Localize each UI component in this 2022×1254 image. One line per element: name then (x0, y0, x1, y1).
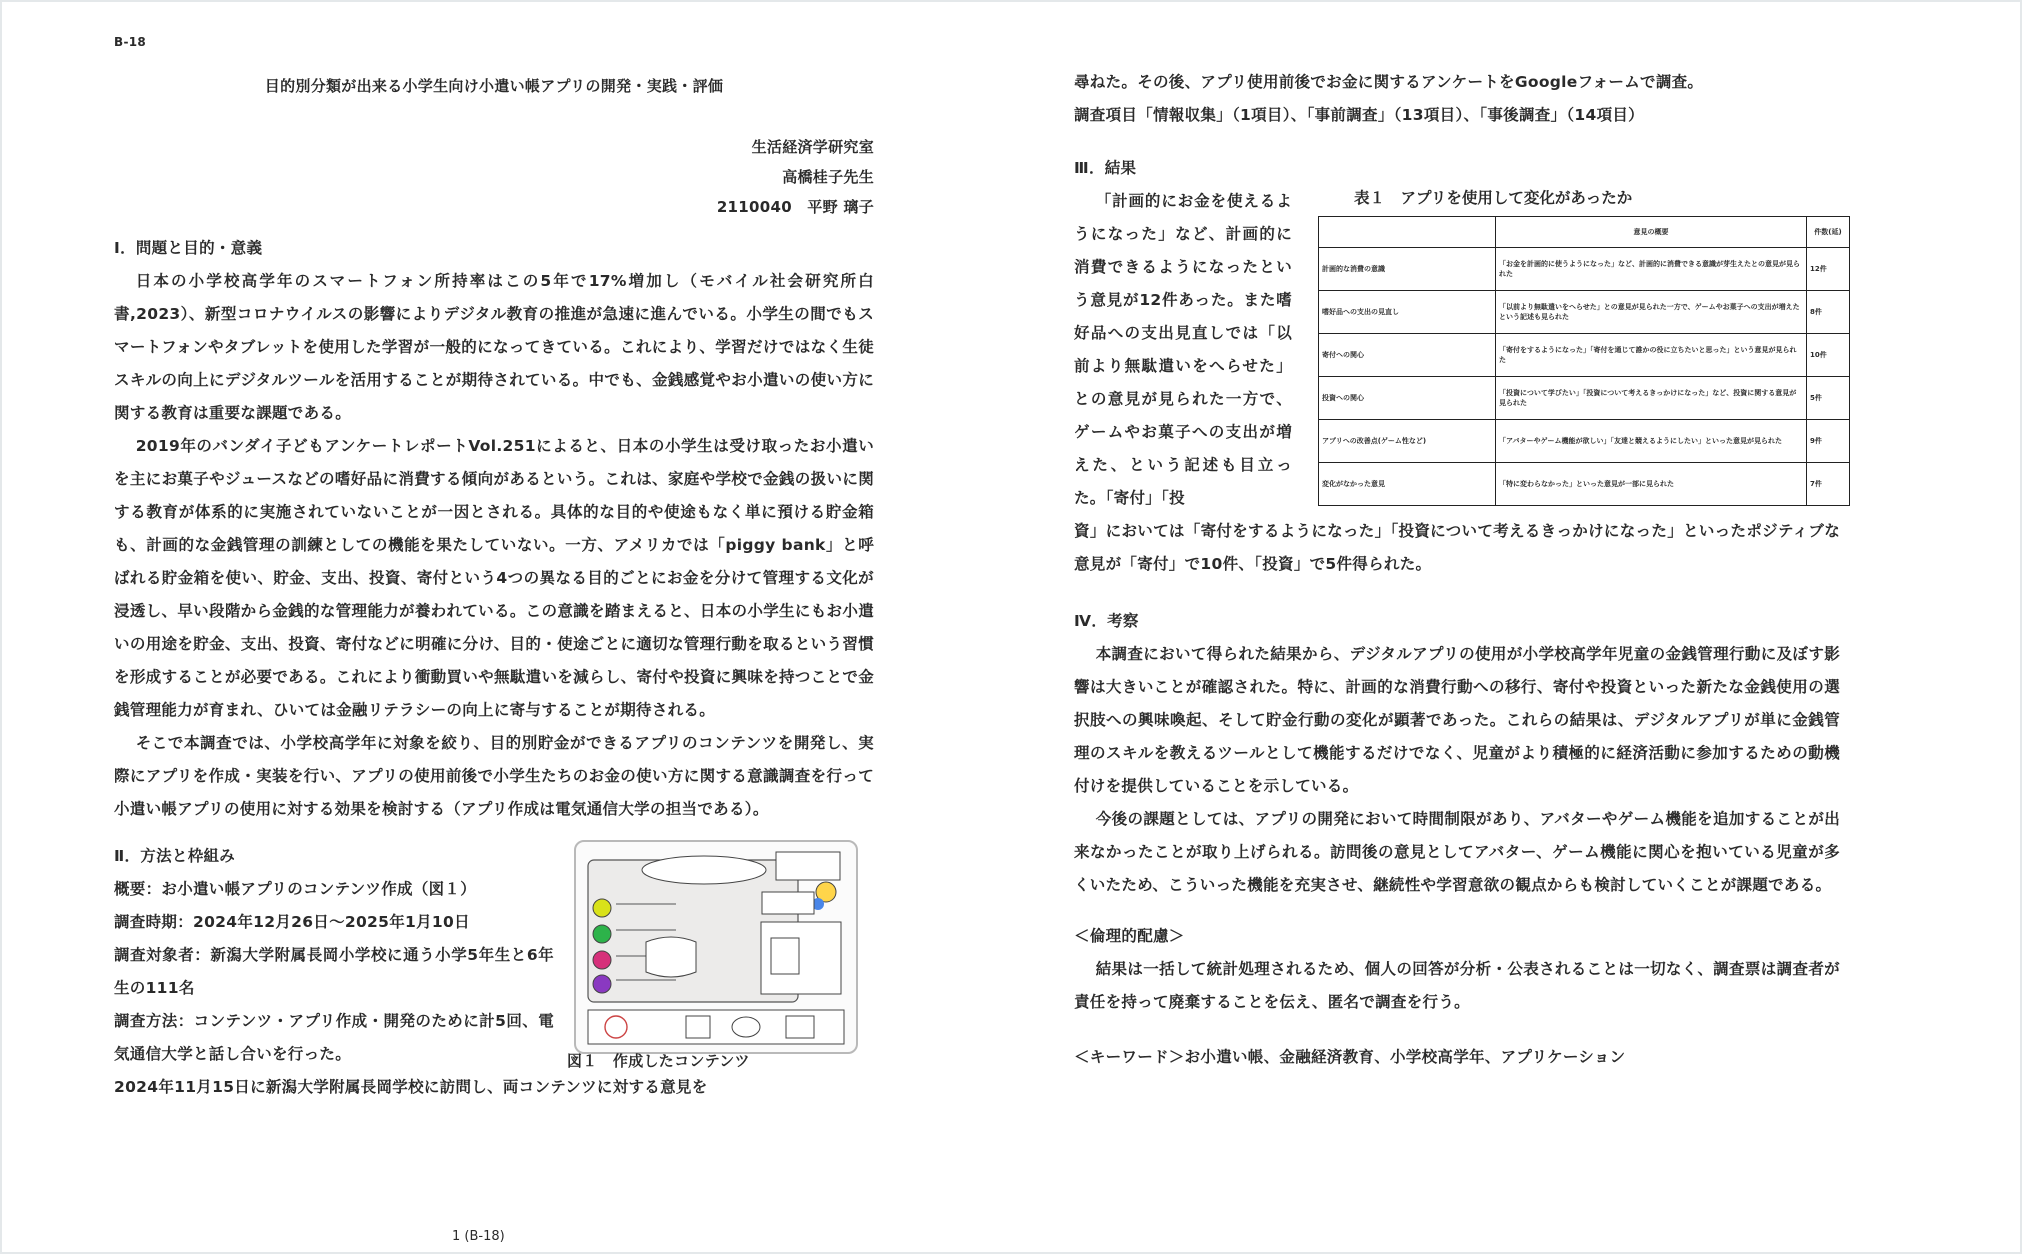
page-id: B-18 (114, 35, 147, 49)
keywords (1074, 1041, 1840, 1074)
method-item-text: ：コンテンツ・アプリ作成・開発のために計5回、電気通信大学と話し合いを行った。 (114, 1012, 554, 1063)
table-row (1319, 420, 1850, 463)
table-row (1319, 463, 1850, 506)
table-cell: 計画的な消費の意識 (1319, 248, 1496, 291)
results-wrap-text: 「計画的にお金を使えるようになった」など、計画的に消費できるようになったという意見が12件あった。また嗜好品への支出見直しでは「以前より無駄遣いをへらせた」との意見が見られた一方で、ゲームやお菓子への支出が増えた、という記述も目立った。「寄付」「投 (1074, 192, 1292, 507)
table-cell: 「以前より無駄遣いをへらせた」との意見が見られた一方で、ゲームやお菓子への支出が増えたという記述も見られた (1496, 291, 1807, 334)
left-column (114, 32, 874, 1104)
ethics-text: 結果は一括して統計処理されるため、個人の回答が分析・公表されることは一切なく、調査票は調査者が責任を持って廃棄することを伝え、匿名で調査を行う。 (1074, 960, 1840, 1011)
intro-line-2: 調査項目「情報収集」（1項目）、「事前調査」（13項目）、「事後調査」（14項目） (1074, 106, 1644, 124)
method-item (114, 1005, 554, 1071)
table-cell: 9件 (1807, 420, 1850, 463)
supervisor: 高橋桂子先生 (782, 168, 874, 186)
table-header-cell: 意見の概要 (1496, 217, 1807, 248)
section-2 (114, 840, 874, 1104)
method-item-text: ：新潟大学附属長岡小学校に通う小学5年生と6年生の111名 (114, 946, 554, 997)
table-row (1319, 248, 1850, 291)
section-4-heading: Ⅳ．考察 (1074, 612, 1139, 630)
method-item (114, 939, 554, 1005)
results-after-text: 資」においては「寄付をするようになった」「投資について考えるきっかけになった」といったポジティブな意見が「寄付」で10件、「投資」で5件得られた。 (1074, 522, 1840, 573)
section-3-heading: Ⅲ．結果 (1074, 159, 1137, 177)
method-item-label: 調査方法 (114, 1012, 178, 1030)
table-header-row (1319, 217, 1850, 248)
ethics-heading: ＜倫理的配慮＞ (1074, 927, 1185, 945)
section-2-heading: Ⅱ．方法と枠組み (114, 847, 236, 865)
discussion-paragraph-1: 本調査において得られた結果から、デジタルアプリの使用が小学校高学年児童の金銭管理行動に及ぼす影響は大きいことが確認された。特に、計画的な消費行動への移行、寄付や投資といった新たな金銭使用の選択肢への興味喚起、そして貯金行動の変化が顕著であった。これらの結果は、デジタルアプリが単に金銭管理のスキルを教えるツールとして機能するだけでなく、児童がより積極的に経済活動に参加するための動機付けを提供していることを示している。 (1074, 645, 1840, 795)
table-row (1319, 334, 1850, 377)
figure-1-sketch (574, 840, 858, 1054)
table-cell: 「お金を計画的に使うようになった」など、計画的に消費できる意識が芽生えたとの意見が見られた (1496, 248, 1807, 291)
paper-title: 目的別分類が出来る小学生向け小遣い帳アプリの開発・実践・評価 (264, 77, 724, 95)
affiliation: 生活経済学研究室 (751, 138, 874, 156)
method-item (114, 906, 554, 939)
section-2-items (114, 873, 554, 1071)
table-row (1319, 377, 1850, 420)
table-cell: 「投資について学びたい」「投資について考えるきっかけになった」など、投資に関する意見が見られた (1496, 377, 1807, 420)
table-row (1319, 291, 1850, 334)
method-item (114, 873, 554, 906)
table-cell: 「寄付をするようになった」「寄付を通じて誰かの役に立ちたいと思った」という意見が見られた (1496, 334, 1807, 377)
footer-page-number: 1 (B-18) (452, 1229, 505, 1244)
method-item-text: ：お小遣い帳アプリのコンテンツ作成（図１） (145, 880, 477, 898)
intro-line-1: 尋ねた。その後、アプリ使用前後でお金に関するアンケートをGoogleフォームで調査。 (1074, 73, 1704, 91)
method-item-label: 概要 (114, 880, 146, 898)
method-item-label: 調査対象者 (114, 946, 195, 964)
keywords-label: ＜キーワード＞ (1074, 1048, 1185, 1066)
table-cell: 嗜好品への支出の見直し (1319, 291, 1496, 334)
table-cell: 10件 (1807, 334, 1850, 377)
section-1-heading: Ⅰ．問題と目的・意義 (114, 239, 263, 257)
discussion-paragraph-2: 今後の課題としては、アプリの開発において時間制限があり、アバターやゲーム機能を追加することが出来なかったことが取り上げられる。訪問後の意見としてアバター、ゲーム機能に関心を抱いている児童が多くいたため、こういった機能を充実させ、継続性や学習意欲の観点からも検討していくことが課題である。 (1074, 810, 1840, 894)
table-cell: アプリへの改善点(ゲーム性など) (1319, 420, 1496, 463)
table-cell: 「アバターやゲーム機能が欲しい」「友達と競えるようにしたい」といった意見が見られた (1496, 420, 1807, 463)
section-1-paragraph-2: 2019年のバンダイ子どもアンケートレポートVol.251によると、日本の小学生は受け取ったお小遣いを主にお菓子やジュースなどの嗜好品に消費する傾向があるという。これは、家庭や学校で金銭の扱いに関する教育が体系的に実施されていないことが一因とされる。具体的な目的や使途もなく単に預ける貯金箱も、計画的な金銭管理の訓練としての機能を果たしていない。一方、アメリカでは「piggy bank」と呼ばれる貯金箱を使い、貯金、支出、投資、寄付という4つの異なる目的ごとにお金を分けて管理する文化が浸透し、早い段階から金銭的な管理能力が養われている。この意識を踏まえると、日本の小学生にもお小遣いの用途を貯金、支出、投資、寄付などに明確に分け、目的・使途ごとに適切な管理行動を取るという習慣を形成することが必要である。これにより衝動買いや無駄遣いを減らし、寄付や投資に興味を持つことで金銭管理能力が育まれ、ひいては金融リテラシーの向上に寄与することが期待される。 (114, 437, 874, 719)
table-header-cell (1319, 217, 1496, 248)
table-cell: 8件 (1807, 291, 1850, 334)
table-cell: 7件 (1807, 463, 1850, 506)
figure-1-caption: 図１ 作成したコンテンツ (567, 1052, 750, 1070)
method-item-label: 調査時期 (114, 913, 178, 931)
table-cell: 12件 (1807, 248, 1850, 291)
app-sketch-image (576, 842, 856, 1052)
table-cell: 投資への関心 (1319, 377, 1496, 420)
table-1 (1318, 216, 1850, 506)
method-item-text: ：2024年12月26日～2025年1月10日 (177, 913, 470, 931)
table-cell: 変化がなかった意見 (1319, 463, 1496, 506)
section-1-paragraph-3: そこで本調査では、小学校高学年に対象を絞り、目的別貯金ができるアプリのコンテンツを開発し、実際にアプリを作成・実装を行い、アプリの使用前後で小学生たちのお金の使い方に関する意識調査を行って小遣い帳アプリの使用に対する効果を検討する（アプリ作成は電気通信大学の担当である）。 (114, 734, 874, 818)
section-2-trailing-text: 2024年11月15日に新潟大学附属長岡学校に訪問し、両コンテンツに対する意見を (114, 1078, 708, 1096)
student-name: 2110040 平野 璃子 (716, 198, 874, 216)
table-cell: 5件 (1807, 377, 1850, 420)
table-header-cell: 件数(延) (1807, 217, 1850, 248)
keywords-text: お小遣い帳、金融経済教育、小学校高学年、アプリケーション (1184, 1048, 1626, 1066)
table-1-caption: 表１ アプリを使用して変化があったか (1354, 188, 1633, 207)
table-cell: 寄付への関心 (1319, 334, 1496, 377)
section-1-paragraph-1: 日本の小学校高学年のスマートフォン所持率はこの5年で17%増加し（モバイル社会研究所白書,2023）、新型コロナウイルスの影響によりデジタル教育の推進が急速に進んでいる。小学生の間でもスマートフォンやタブレットを使用した学習が一般的になってきている。これにより、学習だけではなく生徒スキルの向上にデジタルツールを活用することが期待されている。中でも、金銭感覚やお小遣いの使い方に関する教育は重要な課題である。 (114, 272, 874, 422)
table-cell: 「特に変わらなかった」といった意見が一部に見られた (1496, 463, 1807, 506)
